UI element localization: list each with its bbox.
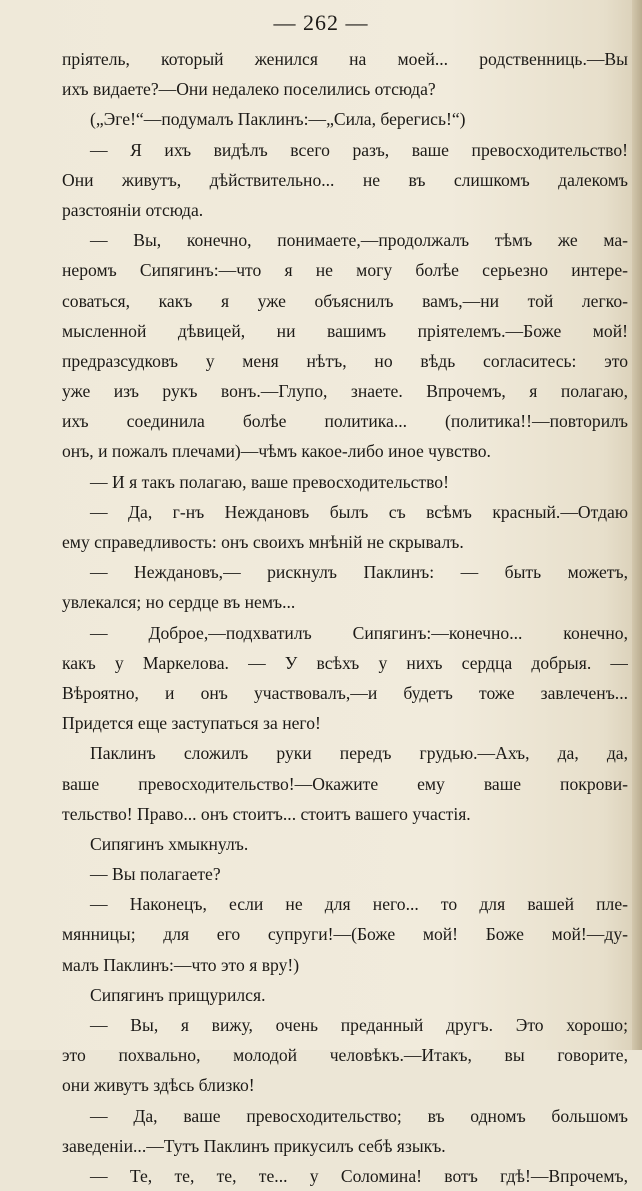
text-line: увлекался; но сердце въ немъ... (62, 592, 296, 613)
text-line: Придется еще заступаться за него! (62, 713, 321, 734)
text-line: предразсудковъ у меня нѣтъ, но вѣдь согласитесь: это (62, 350, 628, 371)
text-line: Сипягинъ хмыкнулъ. (90, 833, 249, 854)
text-line: какъ у Маркелова. — У всѣхъ у нихъ сердца добрыя. — (62, 652, 628, 673)
text-line: ихъ соединила болѣе политика... (политика!!—повторилъ (62, 411, 628, 432)
text-line: — Вы, я вижу, очень преданный другъ. Это хорошо; (90, 1015, 628, 1035)
text-line: Сипягинъ прищурился. (90, 984, 266, 1005)
text-line: („Эге!“—подумалъ Паклинъ:—„Сила, берегись!“) (90, 109, 466, 130)
text-line: — Наконецъ, если не для него... то для вашей пле- (90, 894, 628, 915)
text-line: ихъ видаете?—Они недалеко поселились отсюда? (62, 79, 436, 100)
text-line: — Вы, конечно, понимаете,—продолжалъ тѣмъ же ма- (90, 230, 628, 251)
text-line: — Я ихъ видѣлъ всего разъ, ваше превосходительство! (90, 139, 628, 160)
text-line: мянницы; для его супруги!—(Боже мой! Боже мой!—ду- (62, 924, 628, 945)
page-edge-shadow (632, 0, 642, 1050)
text-line: Паклинъ сложилъ руки передъ грудью.—Ахъ, да, да, (90, 743, 628, 764)
body-text (62, 44, 628, 1191)
text-line: — И я такъ полагаю, ваше превосходительство! (90, 471, 449, 492)
text-line: — Вы полагаете? (90, 864, 221, 885)
text-line: уже изъ рукъ вонъ.—Глупо, знаете. Впрочемъ, я полагаю, (62, 381, 628, 402)
text-line: заведеніи...—Тутъ Паклинъ прикусилъ себѣ языкъ. (62, 1135, 446, 1156)
text-line: онъ, и пожалъ плечами)—чѣмъ какое-либо иное чувство. (62, 441, 491, 462)
text-line: — Да, г-нъ Неждановъ былъ съ всѣмъ красный.—Отдаю (90, 501, 628, 522)
text-line: малъ Паклинъ:—что это я вру!) (62, 954, 300, 975)
text-line: разстояніи отсюда. (62, 199, 204, 220)
page-number: — 262 — (273, 10, 369, 35)
text-line: тельство! Право... онъ стоитъ... стоитъ вашего участія. (62, 803, 471, 824)
text-line: они живутъ здѣсь близко! (62, 1075, 255, 1096)
text-line: неромъ Сипягинъ:—что я не могу болѣе серьезно интере- (62, 260, 628, 281)
text-line: ему справедливость: онъ своихъ мнѣній не скрывалъ. (62, 532, 464, 552)
text-line: — Доброе,—подхватилъ Сипягинъ:—конечно... конечно, (90, 622, 628, 643)
text-line: это похвально, молодой человѣкъ.—Итакъ, вы говорите, (62, 1045, 628, 1066)
text-line: мысленной дѣвицей, ни вашимъ пріятелемъ.—Боже мой! (62, 320, 628, 341)
text-line: пріятель, который женился на моей... родственниць.—Вы (62, 49, 628, 69)
text-line: Вѣроятно, и онъ участвовалъ,—и будетъ тоже завлеченъ... (62, 682, 628, 703)
text-line: — Да, ваше превосходительство; въ одномъ большомъ (90, 1105, 628, 1126)
text-line: — Неждановъ,— рискнулъ Паклинъ: — быть можетъ, (90, 562, 628, 583)
text-line: соваться, какъ я уже объяснилъ вамъ,—ни той легко- (62, 290, 628, 311)
text-line: Они живутъ, дѣйствительно... не въ слишкомъ далекомъ (62, 169, 628, 190)
text-line: — Те, те, те, те... у Соломина! вотъ гдѣ!—Впрочемъ, (90, 1165, 628, 1186)
text-line: ваше превосходительство!—Окажите ему ваше покрови- (62, 773, 628, 794)
